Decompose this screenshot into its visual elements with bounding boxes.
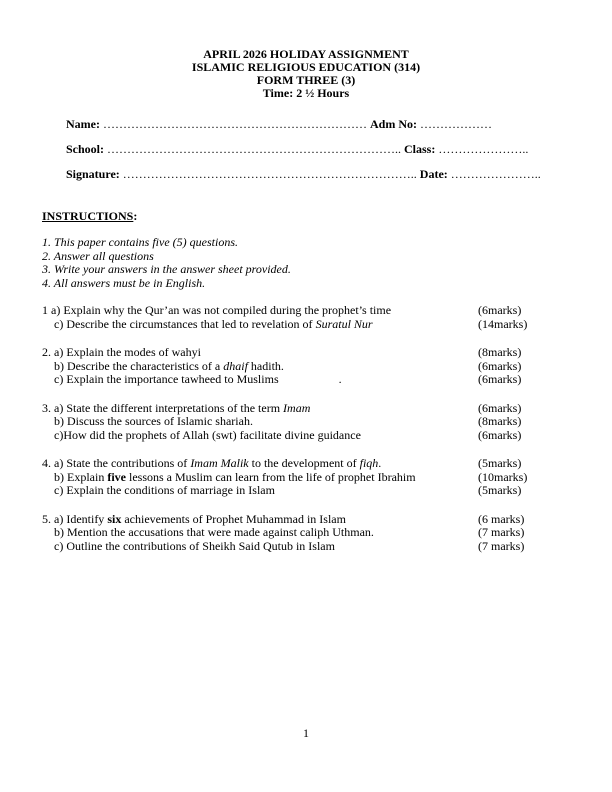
question-text [42, 429, 478, 443]
question-text [42, 318, 478, 332]
question-block [42, 513, 570, 554]
question-text [42, 304, 478, 318]
instruction-item: 2. Answer all questions [42, 248, 154, 263]
question-line [42, 513, 570, 527]
question-text-segment: 1 a) Explain why the Qur’an was not compiled during the prophet’s time [42, 303, 392, 317]
question-line [42, 304, 570, 318]
instruction-item: 4. All answers must be in English. [42, 275, 206, 290]
marks-label: (5marks) [478, 456, 522, 470]
field-row-signature [66, 168, 570, 181]
question-text-segment: 5. a) Identify [42, 511, 108, 526]
question-line [42, 402, 570, 416]
marks-label: (6marks) [478, 358, 522, 373]
instructions-heading [42, 209, 570, 224]
question-block [42, 402, 570, 443]
marks-label: (6marks) [478, 303, 522, 317]
marks-label: (6marks) [478, 372, 522, 386]
adm-no-dotted-line: ……………… [419, 117, 492, 131]
question-text-segment: b) Explain [54, 469, 108, 484]
question-text-segment: achievements of Prophet Muhammad in Islam [121, 511, 346, 526]
question-line [42, 526, 570, 540]
question-line [42, 318, 570, 332]
question-line [42, 346, 570, 360]
header-time: Time: 2 ½ Hours [262, 86, 350, 100]
question-text-segment: hadith. [247, 358, 284, 373]
header-form: FORM THREE (3) [256, 73, 356, 87]
marks-label: (10marks) [478, 469, 528, 484]
question-line [42, 360, 570, 374]
question-text-segment: . [378, 456, 382, 470]
question-block [42, 346, 570, 387]
date-label: Date: [419, 167, 448, 181]
marks-label: (8marks) [478, 414, 522, 428]
question-text [42, 484, 478, 498]
marks-label: (7 marks) [478, 525, 525, 539]
instruction-item: 1. This paper contains five (5) questions. [42, 235, 238, 249]
question-line [42, 429, 570, 443]
question-line [42, 457, 570, 471]
question-text-segment: to the development of [248, 456, 360, 470]
marks-label: (14marks) [478, 316, 528, 331]
question-text [42, 457, 478, 471]
questions-section [42, 304, 570, 553]
question-line [42, 484, 570, 498]
question-text-segment: Imam Malik [190, 456, 249, 470]
instructions-list [42, 236, 570, 290]
question-text-segment: Imam [283, 400, 311, 415]
marks-label: (8marks) [478, 345, 522, 359]
question-line [42, 471, 570, 485]
question-text-segment: 3. a) State the different interpretations of the term [42, 400, 284, 415]
marks-label: (6 marks) [478, 511, 525, 526]
question-block [42, 304, 570, 331]
question-block [42, 457, 570, 498]
field-row-name [66, 118, 570, 131]
question-text [42, 513, 478, 527]
school-dotted-line: ……………………………………………………………….. [107, 142, 402, 156]
question-text [42, 346, 478, 360]
name-label: Name: [66, 117, 100, 131]
marks-label: (6marks) [478, 427, 522, 442]
question-text [42, 402, 478, 416]
question-text-segment: 4. a) State the contributions of [42, 456, 191, 470]
question-text-segment: lessons a Muslim can learn from the life of prophet Ibrahim [125, 469, 416, 484]
question-text [42, 415, 478, 429]
marks-label: (5marks) [478, 483, 522, 497]
question-text-segment: dhaif [223, 358, 248, 373]
question-text [42, 471, 478, 485]
student-fields [42, 118, 570, 181]
adm-no-label: Adm No: [369, 117, 417, 131]
question-text-segment: Suratul Nur [315, 316, 373, 331]
question-text-segment: fiqh [359, 456, 379, 470]
instructions-colon: : [133, 209, 138, 223]
question-text [42, 373, 478, 387]
question-text-segment: b) Mention the accusations that were made against caliph Uthman. [54, 525, 374, 539]
question-text-segment: c) Explain the importance tawheed to Muslims [54, 372, 279, 386]
question-text-segment: b) Discuss the sources of Islamic shariah. [54, 414, 253, 428]
question-line [42, 415, 570, 429]
question-text-segment: 2. a) Explain the modes of wahyi [42, 345, 201, 359]
question-text-segment: c) Explain the conditions of marriage in Islam [54, 483, 275, 497]
date-dotted-line: ………………….. [450, 167, 541, 181]
school-label: School: [66, 142, 105, 156]
paper-header [42, 48, 570, 100]
question-text-segment: five [107, 469, 126, 484]
question-text [42, 540, 478, 554]
question-text [42, 360, 478, 374]
question-line [42, 540, 570, 554]
question-text-segment: six [107, 511, 122, 526]
signature-label: Signature: [66, 167, 120, 181]
field-row-school [66, 143, 570, 156]
class-label: Class: [404, 142, 436, 156]
question-text-segment: b) Describe the characteristics of a [54, 358, 224, 373]
signature-dotted-line: ……………………………………………………………….. [122, 167, 417, 181]
question-line [42, 373, 570, 387]
instruction-item: 3. Write your answers in the answer sheet provided. [42, 262, 291, 276]
class-dotted-line: ………………….. [438, 142, 529, 156]
question-text [42, 526, 478, 540]
header-assignment-title: APRIL 2026 HOLIDAY ASSIGNMENT [203, 47, 409, 61]
name-dotted-line: ………………………………………………………… [102, 117, 367, 131]
marks-label: (7 marks) [478, 538, 525, 553]
question-text-segment: c) Describe the circumstances that led to revelation of [54, 316, 316, 331]
header-subject: ISLAMIC RELIGIOUS EDUCATION (314) [191, 60, 421, 74]
question-text-segment: c)How did the prophets of Allah (swt) facilitate divine guidance [54, 427, 361, 442]
instructions-title: INSTRUCTIONS [42, 209, 134, 223]
page-number: 1 [303, 726, 309, 740]
question-text-segment: . [278, 372, 342, 386]
marks-label: (6marks) [478, 400, 522, 415]
question-text-segment: c) Outline the contributions of Sheikh Said Qutub in Islam [54, 538, 335, 553]
